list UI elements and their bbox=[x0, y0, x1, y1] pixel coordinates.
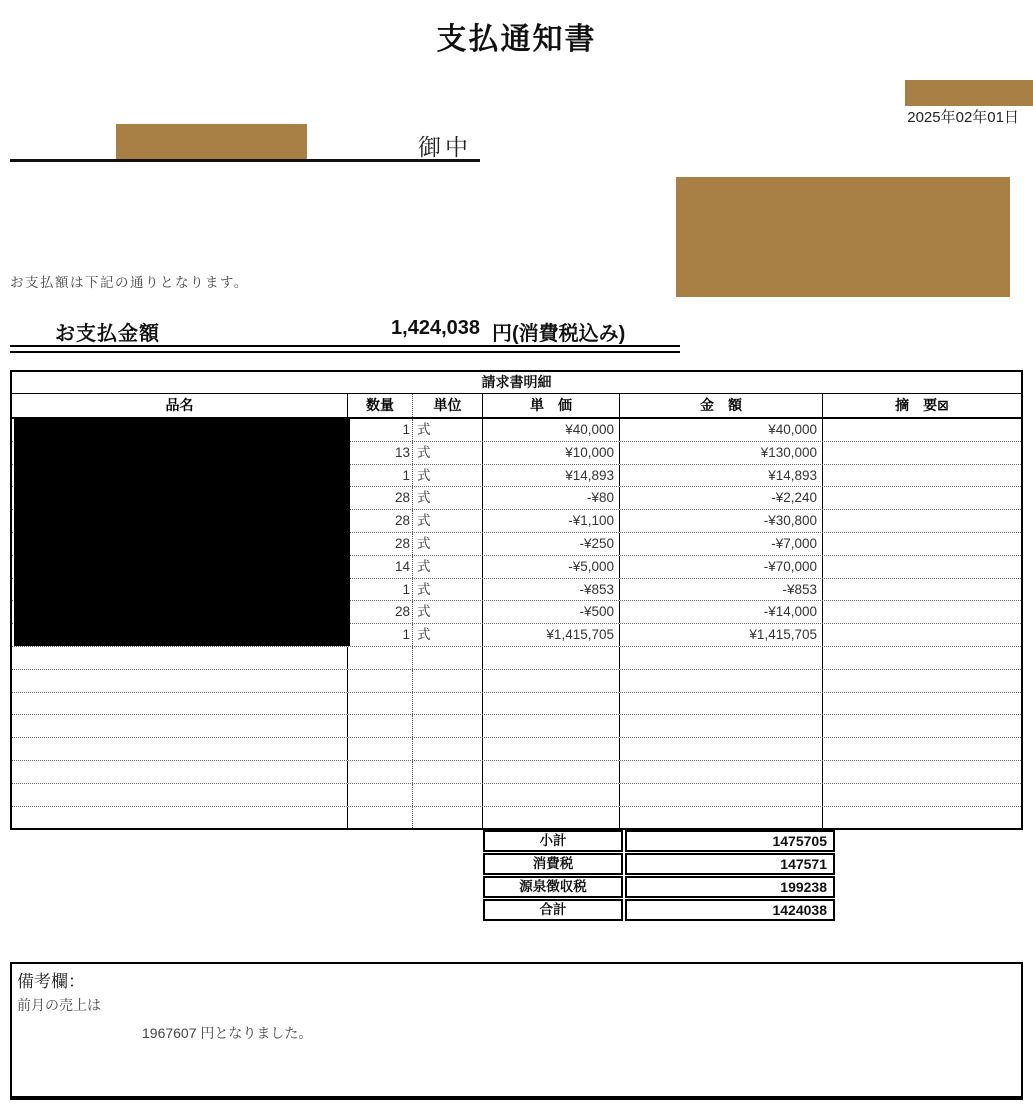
cell-qty: 14 bbox=[348, 556, 413, 578]
cell-amount bbox=[620, 807, 823, 829]
invoice-row-empty bbox=[12, 715, 1021, 738]
cell-amount bbox=[620, 784, 823, 806]
cell-unit: 式 bbox=[413, 465, 483, 487]
payment-amount-value: 1,424,038 bbox=[391, 317, 480, 339]
cell-amount: -¥70,000 bbox=[620, 556, 823, 578]
cell-unit: 式 bbox=[413, 487, 483, 509]
cell-unit bbox=[413, 807, 483, 829]
cell-qty: 13 bbox=[348, 442, 413, 464]
cell-amount bbox=[620, 761, 823, 783]
cell-amount bbox=[620, 693, 823, 715]
cell-price bbox=[483, 693, 620, 715]
invoice-row-empty bbox=[12, 738, 1021, 761]
summary-value: 147571 bbox=[625, 853, 835, 875]
summary-row bbox=[483, 876, 835, 898]
cell-unit bbox=[413, 670, 483, 692]
cell-qty bbox=[348, 647, 413, 669]
summary-label: 小計 bbox=[483, 830, 623, 852]
cell-qty bbox=[348, 807, 413, 829]
cell-unit: 式 bbox=[413, 442, 483, 464]
cell-qty bbox=[348, 715, 413, 737]
cell-unit: 式 bbox=[413, 533, 483, 555]
cell-qty bbox=[348, 738, 413, 760]
cell-qty: 1 bbox=[348, 419, 413, 441]
cell-item bbox=[12, 647, 348, 669]
cell-qty: 1 bbox=[348, 624, 413, 646]
cell-qty: 1 bbox=[348, 465, 413, 487]
summary-row bbox=[483, 899, 835, 921]
cell-price bbox=[483, 761, 620, 783]
cell-unit: 式 bbox=[413, 579, 483, 601]
remarks-title: 備考欄： bbox=[17, 972, 85, 991]
cell-remarks bbox=[823, 601, 1021, 623]
cell-qty bbox=[348, 761, 413, 783]
cell-remarks bbox=[823, 693, 1021, 715]
invoice-table-header bbox=[12, 394, 1021, 419]
redaction-issuer-small bbox=[905, 80, 1033, 106]
cell-amount bbox=[620, 670, 823, 692]
col-header-item: 品名 bbox=[12, 394, 348, 417]
payment-amount-label: お支払金額 bbox=[55, 323, 160, 345]
cell-price bbox=[483, 738, 620, 760]
cell-price: -¥1,100 bbox=[483, 510, 620, 532]
cell-qty bbox=[348, 693, 413, 715]
cell-remarks bbox=[823, 715, 1021, 737]
cell-amount: ¥14,893 bbox=[620, 465, 823, 487]
cell-amount: ¥130,000 bbox=[620, 442, 823, 464]
recipient-underline bbox=[10, 159, 480, 162]
invoice-table-title: 請求書明細 bbox=[12, 372, 1021, 394]
cell-qty bbox=[348, 670, 413, 692]
cell-item bbox=[12, 715, 348, 737]
col-header-unit: 単位 bbox=[413, 394, 483, 417]
summary-value: 1475705 bbox=[625, 830, 835, 852]
cell-remarks bbox=[823, 556, 1021, 578]
summary-label: 源泉徴収税 bbox=[483, 876, 623, 898]
cell-price: ¥1,415,705 bbox=[483, 624, 620, 646]
cell-remarks bbox=[823, 465, 1021, 487]
cell-price: -¥80 bbox=[483, 487, 620, 509]
col-header-remarks: 摘 要⊠ bbox=[895, 397, 949, 413]
cell-price: -¥250 bbox=[483, 533, 620, 555]
cell-price bbox=[483, 784, 620, 806]
cell-remarks bbox=[823, 761, 1021, 783]
cell-amount: -¥14,000 bbox=[620, 601, 823, 623]
invoice-table bbox=[10, 370, 1023, 830]
summary-table bbox=[483, 830, 835, 922]
cell-unit: 式 bbox=[413, 510, 483, 532]
cell-unit bbox=[413, 784, 483, 806]
cell-remarks bbox=[823, 624, 1021, 646]
cell-remarks bbox=[823, 647, 1021, 669]
intro-text: お支払額は下記の通りとなります。 bbox=[10, 275, 249, 290]
payment-amount-underline bbox=[10, 345, 680, 353]
cell-item bbox=[12, 670, 348, 692]
cell-unit bbox=[413, 693, 483, 715]
cell-price: -¥500 bbox=[483, 601, 620, 623]
cell-unit bbox=[413, 761, 483, 783]
cell-unit: 式 bbox=[413, 419, 483, 441]
cell-qty: 1 bbox=[348, 579, 413, 601]
cell-price: -¥853 bbox=[483, 579, 620, 601]
summary-value: 199238 bbox=[625, 876, 835, 898]
cell-item bbox=[12, 738, 348, 760]
cell-item bbox=[12, 807, 348, 829]
cell-remarks bbox=[823, 510, 1021, 532]
col-header-amount: 金 額 bbox=[620, 394, 823, 417]
invoice-row-empty bbox=[12, 693, 1021, 716]
cell-price bbox=[483, 715, 620, 737]
cell-unit bbox=[413, 715, 483, 737]
cell-remarks bbox=[823, 784, 1021, 806]
cell-amount: ¥1,415,705 bbox=[620, 624, 823, 646]
cell-price bbox=[483, 647, 620, 669]
cell-remarks bbox=[823, 670, 1021, 692]
remarks-line1: 前月の売上は bbox=[17, 997, 101, 1013]
remarks-line2: 1967607 円となりました。 bbox=[142, 1025, 313, 1041]
summary-label: 消費税 bbox=[483, 853, 623, 875]
cell-price: ¥40,000 bbox=[483, 419, 620, 441]
summary-row bbox=[483, 830, 835, 852]
cell-qty: 28 bbox=[348, 533, 413, 555]
invoice-row-empty bbox=[12, 807, 1021, 829]
col-header-unit-price: 単 価 bbox=[483, 394, 620, 417]
cell-unit: 式 bbox=[413, 624, 483, 646]
invoice-row-empty bbox=[12, 784, 1021, 807]
cell-amount bbox=[620, 738, 823, 760]
cell-item bbox=[12, 693, 348, 715]
cell-remarks bbox=[823, 533, 1021, 555]
cell-qty: 28 bbox=[348, 487, 413, 509]
redaction-issuer-address bbox=[676, 177, 1010, 297]
cell-price bbox=[483, 807, 620, 829]
invoice-row-empty bbox=[12, 670, 1021, 693]
cell-amount bbox=[620, 715, 823, 737]
cell-remarks bbox=[823, 487, 1021, 509]
page-title: 支払通知書 bbox=[436, 23, 597, 56]
cell-amount: -¥2,240 bbox=[620, 487, 823, 509]
cell-unit bbox=[413, 738, 483, 760]
summary-value: 1424038 bbox=[625, 899, 835, 921]
cell-amount: -¥7,000 bbox=[620, 533, 823, 555]
cell-amount: -¥30,800 bbox=[620, 510, 823, 532]
cell-unit: 式 bbox=[413, 556, 483, 578]
cell-amount: ¥40,000 bbox=[620, 419, 823, 441]
cell-remarks bbox=[823, 738, 1021, 760]
summary-label: 合計 bbox=[483, 899, 623, 921]
cell-amount: -¥853 bbox=[620, 579, 823, 601]
redaction-item-names bbox=[14, 417, 350, 646]
invoice-row-empty bbox=[12, 761, 1021, 784]
cell-unit bbox=[413, 647, 483, 669]
cell-remarks bbox=[823, 419, 1021, 441]
cell-qty: 28 bbox=[348, 510, 413, 532]
cell-remarks bbox=[823, 807, 1021, 829]
cell-remarks bbox=[823, 579, 1021, 601]
cell-price: -¥5,000 bbox=[483, 556, 620, 578]
recipient-honorific: 御中 bbox=[418, 134, 472, 160]
col-header-qty: 数量 bbox=[348, 394, 413, 417]
cell-price: ¥10,000 bbox=[483, 442, 620, 464]
cell-price: ¥14,893 bbox=[483, 465, 620, 487]
cell-qty bbox=[348, 784, 413, 806]
invoice-row-empty bbox=[12, 647, 1021, 670]
redaction-recipient-name bbox=[116, 124, 307, 161]
cell-amount bbox=[620, 647, 823, 669]
cell-unit: 式 bbox=[413, 601, 483, 623]
cell-price bbox=[483, 670, 620, 692]
cell-item bbox=[12, 761, 348, 783]
cell-qty: 28 bbox=[348, 601, 413, 623]
cell-remarks bbox=[823, 442, 1021, 464]
issue-date: 2025年02年01日 bbox=[907, 109, 1019, 126]
cell-item bbox=[12, 784, 348, 806]
payment-amount-unit: 円(消費税込み) bbox=[492, 323, 626, 345]
remarks-box bbox=[10, 962, 1023, 1100]
summary-row bbox=[483, 853, 835, 875]
